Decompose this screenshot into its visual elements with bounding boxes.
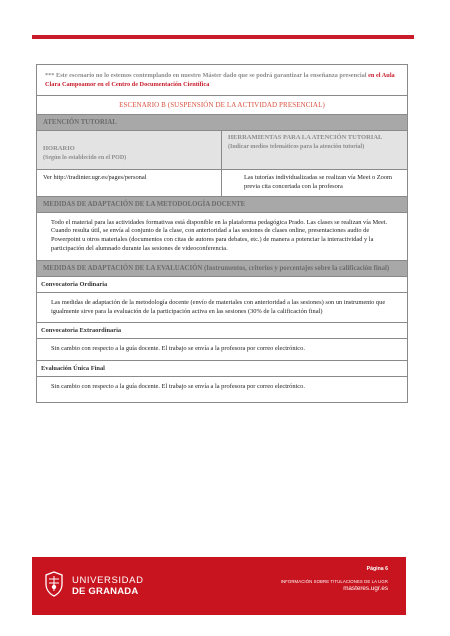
tools-heading-cell bbox=[222, 131, 407, 169]
tutorial-heading-row bbox=[37, 131, 407, 170]
methodology-section-header: MEDIDAS DE ADAPTACIÓN DE LA METODOLOGÍA DOCENTE bbox=[37, 197, 407, 213]
extraordinary-call-label: Convocatoria Extraordinaria bbox=[37, 323, 407, 339]
university-name-line2: DE GRANADA bbox=[72, 586, 139, 597]
scenario-title: ESCENARIO B (SUSPENSIÓN DE LA ACTIVIDAD PRESENCIAL) bbox=[37, 96, 407, 115]
notice-location: en el Aula Clara Campoamor en el Centro de Documentación Científica bbox=[45, 72, 395, 88]
top-accent-bar bbox=[32, 35, 414, 39]
page-number: Página 6 bbox=[366, 566, 388, 572]
tools-subheading: (Indicar medios telemáticos para la atención tutorial) bbox=[228, 143, 365, 150]
single-final-evaluation-text: Sin cambio con respecto a la guía docente. El trabajo se envía a la profesora por correo electrónico. bbox=[51, 383, 305, 391]
tutorial-value-row bbox=[37, 170, 407, 197]
schedule-heading-cell bbox=[37, 131, 222, 169]
ordinary-call-text: Las medidas de adaptación de la metodología docente (envío de materiales con anterioridad a las sesiones) son un instrumento que igualmente sirve para la evaluación de la participación activa en las sesiones (30% de la calificación final) bbox=[37, 293, 407, 324]
university-seal-icon bbox=[42, 571, 66, 597]
extraordinary-call-text: Sin cambio con respecto a la guía docente. El trabajo se envía a la profesora por correo electrónico. bbox=[37, 339, 407, 361]
ordinary-call-label: Convocatoria Ordinaria bbox=[37, 277, 407, 293]
tools-value: Las tutorías individualizadas se realizan vía Meet o Zoom previa cita concertada con la profesora bbox=[244, 174, 393, 190]
evaluation-section-header: MEDIDAS DE ADAPTACIÓN DE LA EVALUACIÓN (Instrumentos, criterios y porcentajes sobre la calificación final) bbox=[37, 261, 407, 277]
university-name-line1: UNIVERSIDAD bbox=[72, 575, 144, 586]
footer-website-link[interactable]: masteres.ugr.es bbox=[343, 585, 388, 592]
notice-text: *** Este escenario no lo estemos contemplando en nuestro Máster dado que se podrá garantizar la enseñanza presencial bbox=[45, 72, 367, 79]
tools-heading: HERRAMIENTAS PARA LA ATENCIÓN TUTORIAL bbox=[228, 134, 383, 141]
scenario-b-table bbox=[36, 64, 408, 403]
schedule-heading: HORARIO bbox=[43, 145, 75, 152]
footer-info-line: INFORMACIÓN SOBRE TITULACIONES DE LA UGR bbox=[280, 579, 388, 584]
methodology-text: Todo el material para las actividades formativas está disponible en la plataforma pedagógica Prado. Las clases se realizan vía Meet. Cuando resulta útil, se envía al conjunto de la clase, con anterioridad a las sesiones de clases online, presentaciones audio de Powerpoint u otros materiales (documentos con citas de autores para debates, etc.) de manera a potenciar la interactividad y la participación del alumnado durante las sesiones de videoconferencia. bbox=[37, 213, 407, 261]
notice-row bbox=[37, 65, 407, 96]
single-final-evaluation-label: Evaluación Única Final bbox=[37, 361, 407, 377]
schedule-link[interactable]: Ver http://tradinter.ugr.es/pages/personal bbox=[37, 170, 222, 196]
tutorial-section-header: ATENCIÓN TUTORIAL bbox=[37, 115, 407, 131]
schedule-subheading: (Según lo establecido en el POD) bbox=[43, 154, 127, 161]
university-name bbox=[72, 575, 144, 597]
